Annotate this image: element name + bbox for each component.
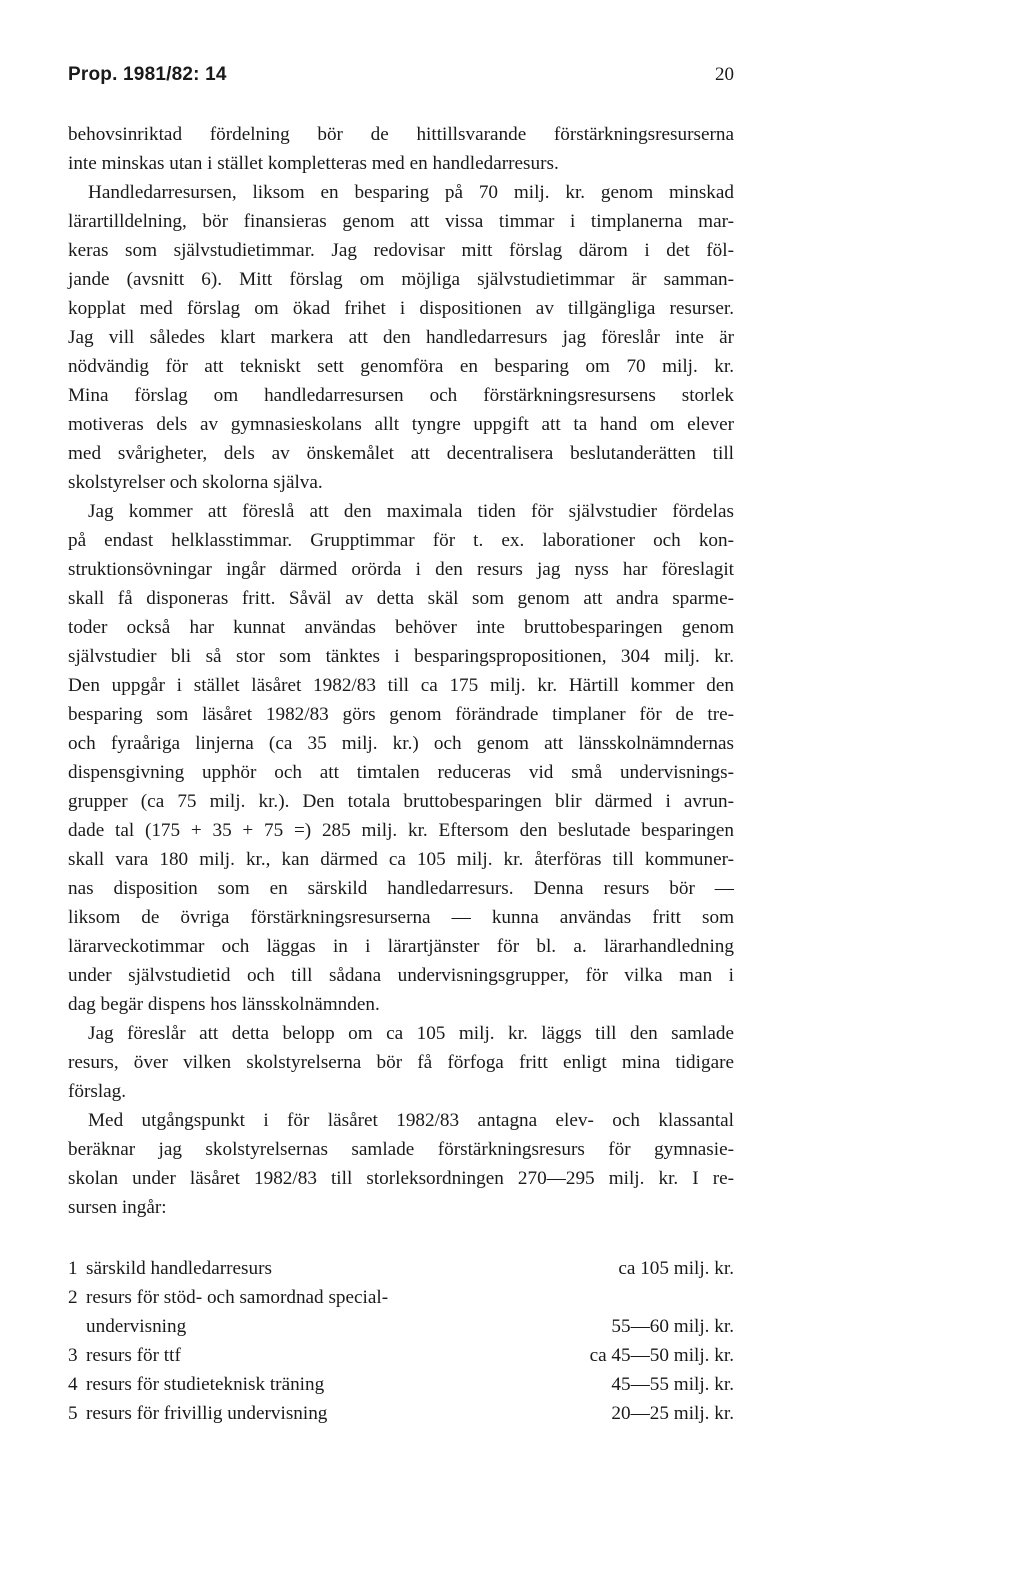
text-line: resurs, över vilken skolstyrelserna bör få förfoga fritt enligt mina tidigare <box>68 1052 734 1073</box>
text-line: inte minskas utan i stället kompletteras med en handledarresurs. <box>68 153 559 174</box>
paragraph-4 <box>68 1019 734 1106</box>
resource-label: resurs för frivillig undervisning <box>86 1403 328 1424</box>
text-line: skolstyrelser och skolorna själva. <box>68 472 323 493</box>
resource-item <box>68 1399 734 1428</box>
page-header <box>68 64 734 88</box>
paragraph-1 <box>68 120 734 178</box>
text-line: Jag vill således klart markera att den handledarresurs jag föreslår inte är <box>68 327 734 348</box>
text-line: liksom de övriga förstärkningsresurserna — kunna användas fritt som <box>68 907 734 928</box>
resource-item <box>68 1254 734 1283</box>
text-line: lärartilldelning, bör finansieras genom att vissa timmar i timplanerna mar- <box>68 211 734 232</box>
paragraph-2 <box>68 178 734 497</box>
text-line: skall vara 180 milj. kr., kan därmed ca 105 milj. kr. återföras till kommuner- <box>68 849 734 870</box>
text-line: på endast helklasstimmar. Grupptimmar för t. ex. laborationer och kon- <box>68 530 734 551</box>
text-line: struktionsövningar ingår därmed orörda i den resurs jag nyss har föreslagit <box>68 559 734 580</box>
resource-label: resurs för stöd- och samordnad special- <box>86 1287 389 1308</box>
text-line: keras som självstudietimmar. Jag redovisar mitt förslag därom i det föl- <box>68 240 734 261</box>
text-line: grupper (ca 75 milj. kr.). Den totala bruttobesparingen blir därmed i avrun- <box>68 791 734 812</box>
resource-amount: 45—55 milj. kr. <box>611 1374 734 1395</box>
text-line: Jag kommer att föreslå att den maximala tiden för självstudier fördelas <box>88 501 734 522</box>
text-line: beräknar jag skolstyrelsernas samlade förstärkningsresurs för gymnasie- <box>68 1139 734 1160</box>
text-line: och fyraåriga linjerna (ca 35 milj. kr.) och genom att länsskolnämndernas <box>68 733 734 754</box>
resource-number: 2 <box>68 1287 78 1308</box>
resource-item <box>68 1341 734 1370</box>
text-line: dade tal (175 + 35 + 75 =) 285 milj. kr. Eftersom den beslutade besparingen <box>68 820 734 841</box>
resource-amount: 55—60 milj. kr. <box>611 1316 734 1337</box>
body-text <box>68 120 734 1222</box>
text-line: Jag föreslår att detta belopp om ca 105 milj. kr. läggs till den samlade <box>88 1023 734 1044</box>
text-line: toder också har kunnat användas behöver inte bruttobesparingen genom <box>68 617 734 638</box>
page-number: 20 <box>715 64 734 85</box>
resource-amount: ca 45—50 milj. kr. <box>589 1345 734 1366</box>
text-line: förslag. <box>68 1081 127 1102</box>
resource-label-continuation: undervisning <box>86 1316 187 1337</box>
text-line: självstudier bli så stor som tänktes i besparingspropositionen, 304 milj. kr. <box>68 646 734 667</box>
text-line: med svårigheter, dels av önskemålet att decentralisera beslutanderätten till <box>68 443 734 464</box>
resource-number: 3 <box>68 1345 78 1366</box>
resource-amount: ca 105 milj. kr. <box>618 1258 734 1279</box>
text-line: Den uppgår i stället läsåret 1982/83 till ca 175 milj. kr. Härtill kommer den <box>68 675 734 696</box>
resource-number: 1 <box>68 1258 78 1279</box>
text-line: kopplat med förslag om ökad frihet i dispositionen av tillgängliga resurser. <box>68 298 734 319</box>
text-line: nas disposition som en särskild handledarresurs. Denna resurs bör — <box>68 878 734 899</box>
text-line: skolan under läsåret 1982/83 till storleksordningen 270—295 milj. kr. I re- <box>68 1168 734 1189</box>
text-line: Handledarresursen, liksom en besparing på 70 milj. kr. genom minskad <box>88 182 734 203</box>
text-line: nödvändig för att tekniskt sett genomföra en besparing om 70 milj. kr. <box>68 356 734 377</box>
paragraph-5 <box>68 1106 734 1222</box>
text-line: Mina förslag om handledarresursen och förstärkningsresursens storlek <box>68 385 734 406</box>
resource-list <box>68 1254 734 1428</box>
resource-amount: 20—25 milj. kr. <box>611 1403 734 1424</box>
text-line: under självstudietid och till sådana undervisningsgrupper, för vilka man i <box>68 965 734 986</box>
text-line: sursen ingår: <box>68 1197 167 1218</box>
text-line: besparing som läsåret 1982/83 görs genom förändrade timplaner för de tre- <box>68 704 734 725</box>
resource-number: 4 <box>68 1374 78 1395</box>
text-line: behovsinriktad fördelning bör de hittillsvarande förstärkningsresurserna <box>68 124 734 145</box>
text-line: lärarveckotimmar och läggas in i lärartjänster för bl. a. lärarhandledning <box>68 936 734 957</box>
text-line: skall få disponeras fritt. Såväl av detta skäl som genom att andra sparme- <box>68 588 734 609</box>
text-line: motiveras dels av gymnasieskolans allt tyngre uppgift att ta hand om elever <box>68 414 734 435</box>
text-line: dag begär dispens hos länsskolnämnden. <box>68 994 380 1015</box>
text-line: Med utgångspunkt i för läsåret 1982/83 antagna elev- och klassantal <box>88 1110 734 1131</box>
text-line: dispensgivning upphör och att timtalen reduceras vid små undervisnings- <box>68 762 734 783</box>
resource-item <box>68 1283 734 1341</box>
resource-item <box>68 1370 734 1399</box>
text-line: jande (avsnitt 6). Mitt förslag om möjliga självstudietimmar är samman- <box>68 269 734 290</box>
resource-number: 5 <box>68 1403 78 1424</box>
paragraph-3 <box>68 497 734 1019</box>
resource-label: resurs för studieteknisk träning <box>86 1374 325 1395</box>
document-reference: Prop. 1981/82: 14 <box>68 64 227 85</box>
resource-label: resurs för ttf <box>86 1345 181 1366</box>
resource-label: särskild handledarresurs <box>86 1258 272 1279</box>
